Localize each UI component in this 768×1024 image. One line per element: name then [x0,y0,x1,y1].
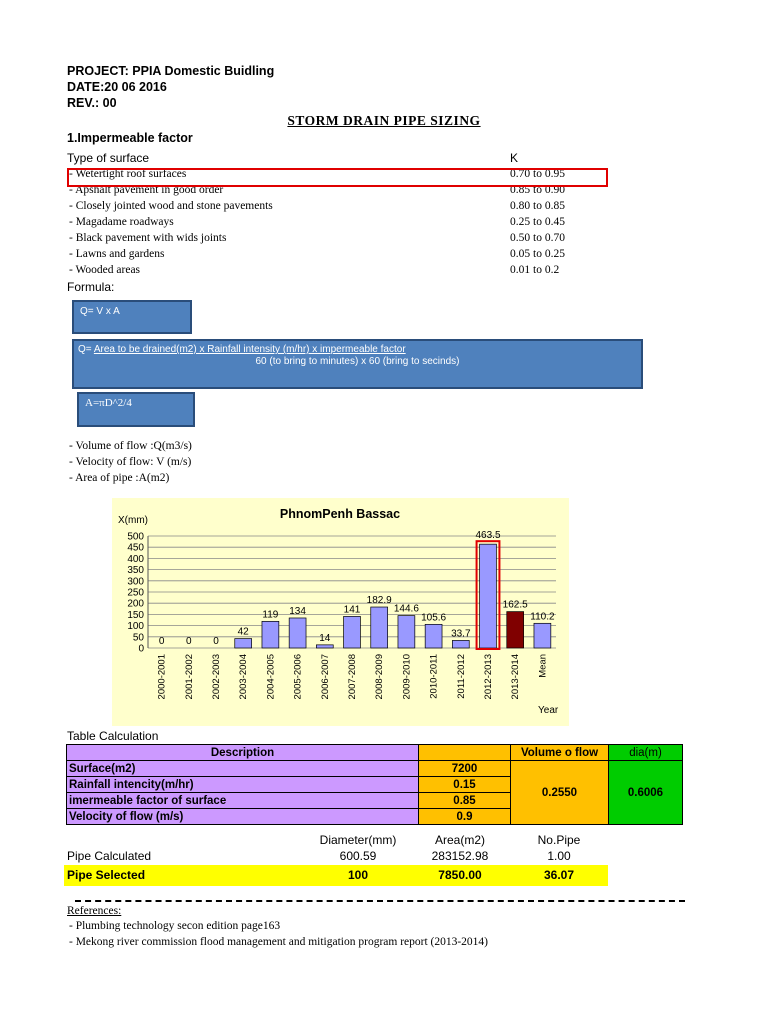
x-tick-label: 2006-2007 [319,654,331,700]
pipe-selected-row [64,865,608,886]
formula-denominator: 60 (to bring to minutes) x 60 (bring to secinds) [255,356,460,367]
row-label: Surface(m2) [67,761,419,777]
chart-bar [344,616,361,648]
reference-item: - Plumbing technology secon edition page163 [69,920,281,932]
row-value: 7200 [419,761,511,777]
pipe-selected-label: Pipe Selected [67,868,146,882]
chart-title: PhnomPenh Bassac [279,507,401,521]
volume-value: 0.2550 [511,761,609,825]
surface-type: - Lawns and gardens [69,248,165,260]
y-tick-label: 450 [127,542,144,554]
y-tick-label: 100 [127,621,144,633]
chart-bar [371,607,388,648]
data-label: 0 [186,636,192,647]
data-label: 463.5 [475,530,501,542]
col-area: Area(m2) [434,833,485,847]
y-tick-label: 0 [138,643,144,655]
surface-k-value: 0.70 to 0.95 [510,168,565,180]
data-label: 105.6 [421,612,447,624]
data-label: 0 [158,636,165,647]
calculation-table [66,744,683,825]
formula-box-q [72,300,192,334]
y-tick-label: 200 [127,598,144,610]
section-heading: 1.Impermeable factor [67,131,193,145]
row-label: Velocity of flow (m/s) [67,809,419,825]
x-tick-label: 2004-2005 [265,654,277,700]
formula-box-area [77,392,195,427]
x-tick-label: Mean [537,654,549,678]
references-heading: References: [67,905,122,917]
data-label: 144.6 [393,603,419,615]
table-caption: Table Calculation [67,729,159,743]
formula-box-main [72,339,643,389]
pipe-selected-area: 7850.00 [438,868,482,882]
x-tick-label: 2001-2002 [183,654,195,700]
chart-bar [262,621,279,648]
head-volume: Volume o flow [511,745,609,761]
surface-k-value: 0.50 to 0.70 [510,232,565,244]
project-line: PROJECT: PPIA Domestic Buidling [67,64,275,78]
pipe-selected-diameter: 100 [347,868,369,882]
x-tick-label: 2010-2011 [428,654,440,699]
x-tick-label: 2012-2013 [483,654,494,700]
pipe-calculated-diameter: 600.59 [339,849,377,863]
data-label: 14 [319,632,331,644]
y-tick-label: 350 [127,565,144,577]
x-tick-label: 2003-2004 [238,654,250,700]
formula-label: Formula: [67,280,115,294]
chart-ylabel: X(mm) [118,515,148,526]
row-label: imermeable factor of surface [67,793,419,809]
formula-area-text: A=πD^2/4 [85,397,132,409]
row-value: 0.9 [419,809,511,825]
surface-k-value: 0.05 to 0.25 [510,248,565,260]
y-tick-label: 250 [127,587,144,599]
chart-bar [398,616,415,648]
pipe-calculated-nopipe: 1.00 [547,849,571,863]
pipe-selected-nopipe: 36.07 [543,868,575,882]
date-line: DATE:20 06 2016 [67,80,167,94]
x-tick-label: 2007-2008 [347,654,358,700]
pipe-calculated-label: Pipe Calculated [67,849,152,863]
rev-line: REV.: 00 [67,96,117,110]
variable-item: - Velocity of flow: V (m/s) [69,456,192,468]
head-blank [419,745,511,761]
reference-item: - Mekong river commission flood management and mitigation program report (2013-2014) [69,936,489,948]
y-tick-label: 500 [127,531,144,543]
chart-bar [452,640,469,648]
col-type-header: Type of surface [67,151,150,165]
x-tick-label: 2009-2010 [401,654,413,700]
y-tick-label: 50 [132,632,144,644]
surface-k-value: 0.85 to 0.90 [510,184,565,196]
surface-type: - Apshalt pavement in good order [69,184,224,196]
y-tick-label: 400 [127,553,144,565]
chart-bar [235,639,252,648]
row-value: 0.85 [419,793,511,809]
data-label: 141 [343,604,361,616]
chart-bar [534,623,551,648]
surface-k-value: 0.01 to 0.2 [510,264,560,276]
data-label: 110.2 [530,611,555,623]
data-label: 119 [262,609,279,621]
x-tick-label: 2008-2009 [374,654,386,700]
surface-type: - Wetertight roof surfaces [69,168,187,180]
chart-xlabel: Year [538,705,559,716]
data-label: 0 [213,636,219,647]
variable-item: - Volume of flow :Q(m3/s) [69,440,192,452]
head-dia: dia(m) [609,745,683,761]
x-tick-label: 2002-2003 [211,654,222,700]
data-label: 162.5 [502,599,528,611]
x-tick-label: 2000-2001 [156,654,168,700]
surface-type: - Wooded areas [69,264,141,276]
chart-bar [289,618,306,648]
chart-bar [480,544,497,648]
highlight-box [67,168,608,187]
data-label: 182.9 [366,595,392,607]
row-label: Rainfall intencity(m/hr) [67,777,419,793]
head-description: Description [67,745,419,761]
surface-k-value: 0.25 to 0.45 [510,216,565,228]
x-tick-label: 2005-2006 [292,654,304,700]
formula-q-text: Q= V x A [80,306,120,317]
chart-bar [507,612,524,648]
data-label: 33.7 [451,628,471,640]
x-tick-label: 2011-2012 [455,654,467,699]
chart-bar [316,645,333,648]
surface-type: - Black pavement with wids joints [69,232,227,244]
data-label: 134 [289,605,306,617]
surface-type: - Closely jointed wood and stone pavements [69,200,273,212]
divider [75,900,685,902]
col-nopipe: No.Pipe [537,833,581,847]
col-k-header: K [510,151,519,165]
y-tick-label: 300 [127,576,144,588]
chart-bar [425,624,442,648]
surface-type: - Magadame roadways [69,216,174,228]
pipe-calculated-area: 283152.98 [431,849,489,863]
col-diameter: Diameter(mm) [319,833,397,847]
row-value: 0.15 [419,777,511,793]
formula-prefix: Q= [78,344,94,355]
x-tick-label: 2013-2014 [510,654,522,700]
surface-k-value: 0.80 to 0.85 [510,200,565,212]
variable-item: - Area of pipe :A(m2) [69,472,170,484]
dia-value: 0.6006 [609,761,683,825]
y-tick-label: 150 [127,609,144,621]
formula-numerator: Area to be drained(m2) x Rainfall intensity (m/hr) x impermeable factor [93,344,406,355]
rainfall-chart [112,498,569,726]
page-title: STORM DRAIN PIPE SIZING [287,113,481,128]
data-label: 42 [237,626,249,638]
